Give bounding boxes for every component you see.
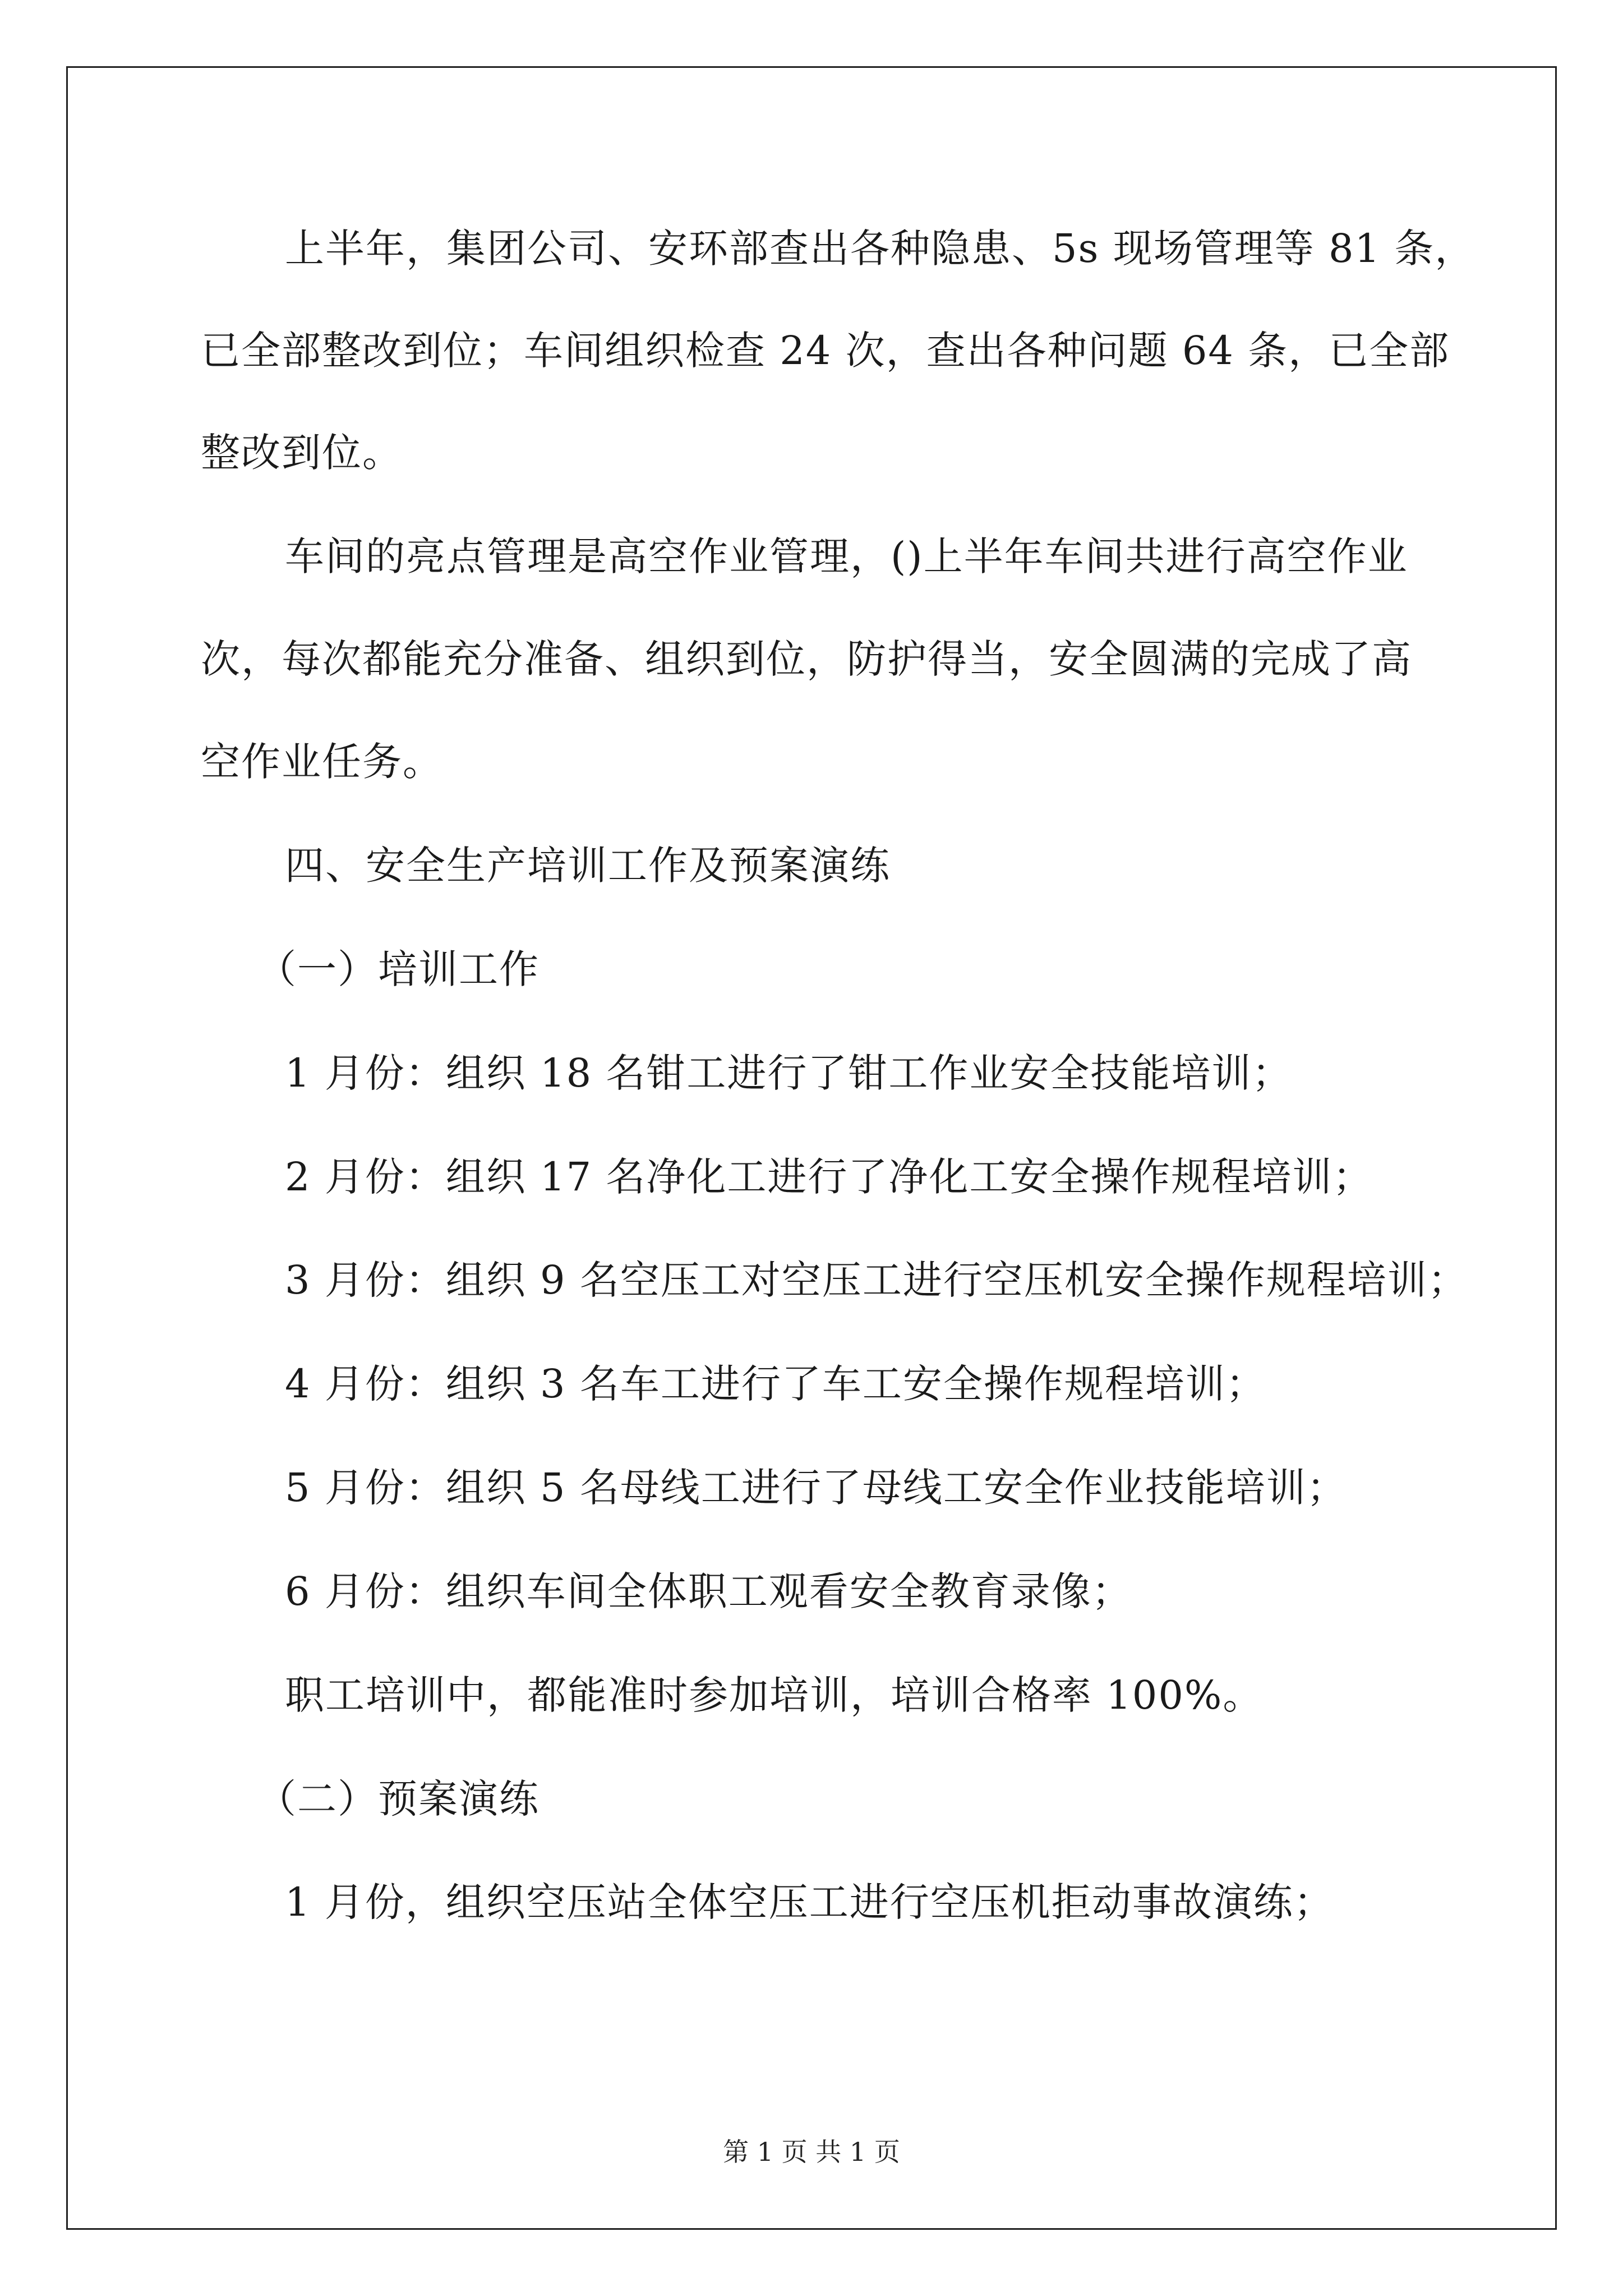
training-item-may: 5 月份：组织 5 名母线工进行了母线工安全作业技能培训；	[285, 1465, 1347, 1511]
training-summary: 职工培训中，都能准时参加培训，培训合格率 100%。	[285, 1672, 1264, 1718]
drill-item-jan: 1 月份，组织空压站全体空压工进行空压机拒动事故演练；	[285, 1879, 1334, 1925]
paragraph-1-line-1: 上半年，集团公司、安环部查出各种隐患、5s 现场管理等 81 条，	[285, 226, 1476, 272]
subsection-heading-drills: （二）预案演练	[257, 1776, 540, 1822]
paragraph-2-line-3: 空作业任务。	[201, 739, 443, 785]
training-item-apr: 4 月份：组织 3 名车工进行了车工安全操作规程培训；	[285, 1361, 1266, 1407]
paragraph-2-line-2: 次，每次都能充分准备、组织到位，防护得当，安全圆满的完成了高	[201, 636, 1412, 682]
page-footer: 第 1 页 共 1 页	[723, 2137, 900, 2167]
training-item-feb: 2 月份：组织 17 名净化工进行了净化工安全操作规程培训；	[285, 1154, 1373, 1200]
section-heading: 四、安全生产培训工作及预案演练	[285, 843, 891, 889]
training-item-jun: 6 月份：组织车间全体职工观看安全教育录像；	[285, 1568, 1132, 1614]
paragraph-2-line-1: 车间的亮点管理是高空作业管理，()上半年车间共进行高空作业	[285, 533, 1408, 579]
paragraph-1-line-3: 整改到位。	[201, 430, 403, 476]
training-item-jan: 1 月份：组织 18 名钳工进行了钳工作业安全技能培训；	[285, 1050, 1293, 1096]
paragraph-1-line-2: 已全部整改到位；车间组织检查 24 次，查出各种问题 64 条，已全部	[201, 328, 1450, 374]
subsection-heading-training: （一）培训工作	[257, 946, 540, 992]
training-item-mar: 3 月份：组织 9 名空压工对空压工进行空压机安全操作规程培训；	[285, 1257, 1468, 1303]
